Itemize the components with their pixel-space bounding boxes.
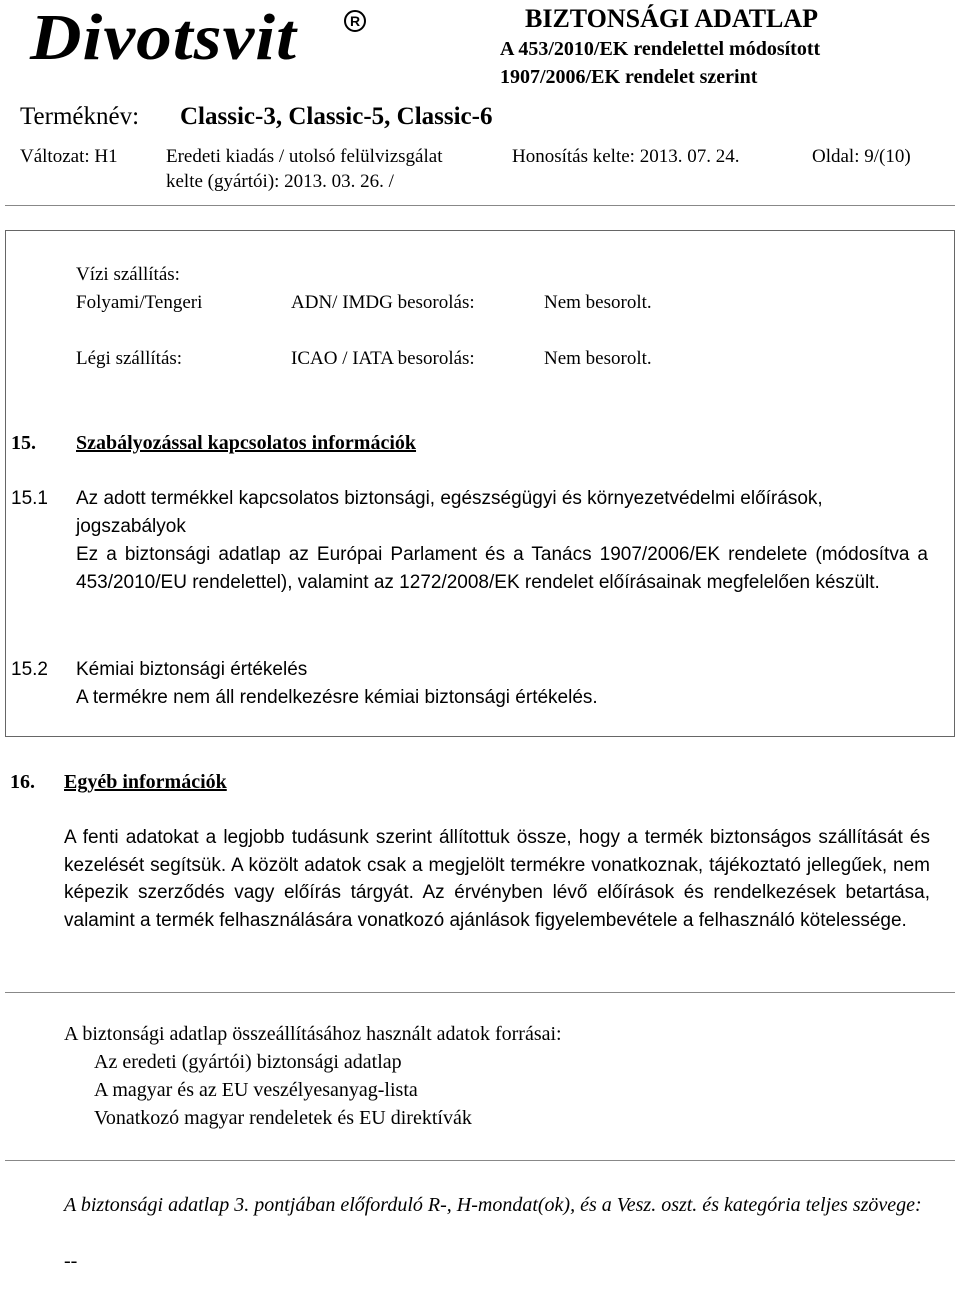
water-transport-label: Vízi szállítás: [76, 264, 180, 285]
icao-iata-value: Nem besorolt. [544, 348, 652, 369]
section-15-title: Szabályozással kapcsolatos információk [76, 432, 417, 454]
section-16-paragraph: A fenti adatokat a legjobb tudásunk szerint állítottuk össze, hogy a termék biztonságos szállítását és kezelését segítsük. A közölt adatok csak a megjelölt termékre vonatkoznak, tájékoztató jellegűek, nem képezik szerződés vagy előírás tárgyát. Az érvényben lévő előírások és rendelkezések betartása, valamint a termék felhasználására vonatkozó ajánlások figyelembevétele a felhasználó kötelessége. [64, 827, 930, 932]
subsection-15-1-text: Ez a biztonsági adatlap az Európai Parlament és a Tanács 1907/2006/EK rendelete (módosítva a 453/2010/EU rendelettel), valamint az 1272/2008/EK rendelet előírásainak megfelelően készült. [76, 544, 928, 593]
source-item: Az eredeti (gyártói) biztonsági adatlap [94, 1051, 402, 1073]
subsection-15-1-heading-line2: jogszabályok [76, 516, 186, 537]
subsection-15-1-number: 15.1 [11, 488, 48, 509]
registered-mark-icon: R [344, 10, 366, 32]
air-transport-label: Légi szállítás: [76, 348, 183, 369]
header-divider [5, 205, 955, 206]
subsection-15-1-heading-line1: Az adott termékkel kapcsolatos biztonsági, egészségügyi és környezetvédelmi előírások, [76, 488, 823, 509]
document-subtitle-1: A 453/2010/EK rendelettel módosított [500, 38, 821, 60]
transport-regulation-box [5, 230, 955, 737]
naturalization-date: Honosítás kelte: 2013. 07. 24. [512, 146, 740, 167]
document-subtitle-2: 1907/2006/EK rendelet szerint [500, 66, 758, 88]
product-label: Terméknév: [20, 103, 140, 130]
section-16-title: Egyéb információk [64, 771, 227, 793]
version-info: Változat: H1 [20, 146, 118, 167]
company-logo: Divotsvit [30, 1, 298, 74]
section-15-number: 15. [11, 432, 36, 454]
product-name: Classic-3, Classic-5, Classic-6 [180, 103, 493, 130]
river-sea-label: Folyami/Tengeri [76, 292, 203, 313]
icao-iata-label: ICAO / IATA besorolás: [291, 348, 475, 369]
r-h-phrases-note: A biztonsági adatlap 3. pontjában előforduló R-, H-mondat(ok), és a Vesz. oszt. és kategória teljes szövege: [64, 1194, 922, 1216]
adn-imdg-value: Nem besorolt. [544, 292, 652, 313]
original-issue-line1: Eredeti kiadás / utolsó felülvizsgálat [166, 146, 443, 167]
sources-heading: A biztonsági adatlap összeállításához használt adatok forrásai: [64, 1023, 562, 1045]
subsection-15-2-text: A termékre nem áll rendelkezésre kémiai biztonsági értékelés. [76, 687, 598, 708]
r-h-phrases-value: -- [64, 1250, 78, 1272]
adn-imdg-label: ADN/ IMDG besorolás: [291, 292, 475, 313]
source-item: A magyar és az EU veszélyesanyag-lista [94, 1079, 418, 1101]
page-number: Oldal: 9/(10) [812, 146, 911, 167]
section-16-divider [5, 992, 955, 993]
source-item: Vonatkozó magyar rendeletek és EU direktívák [94, 1107, 472, 1129]
document-title: BIZTONSÁGI ADATLAP [525, 4, 819, 33]
original-issue-line2: kelte (gyártói): 2013. 03. 26. / [166, 171, 394, 192]
subsection-15-2-number: 15.2 [11, 659, 48, 680]
sources-divider [5, 1160, 955, 1161]
section-16-number: 16. [10, 771, 35, 793]
subsection-15-2-heading: Kémiai biztonsági értékelés [76, 659, 308, 680]
